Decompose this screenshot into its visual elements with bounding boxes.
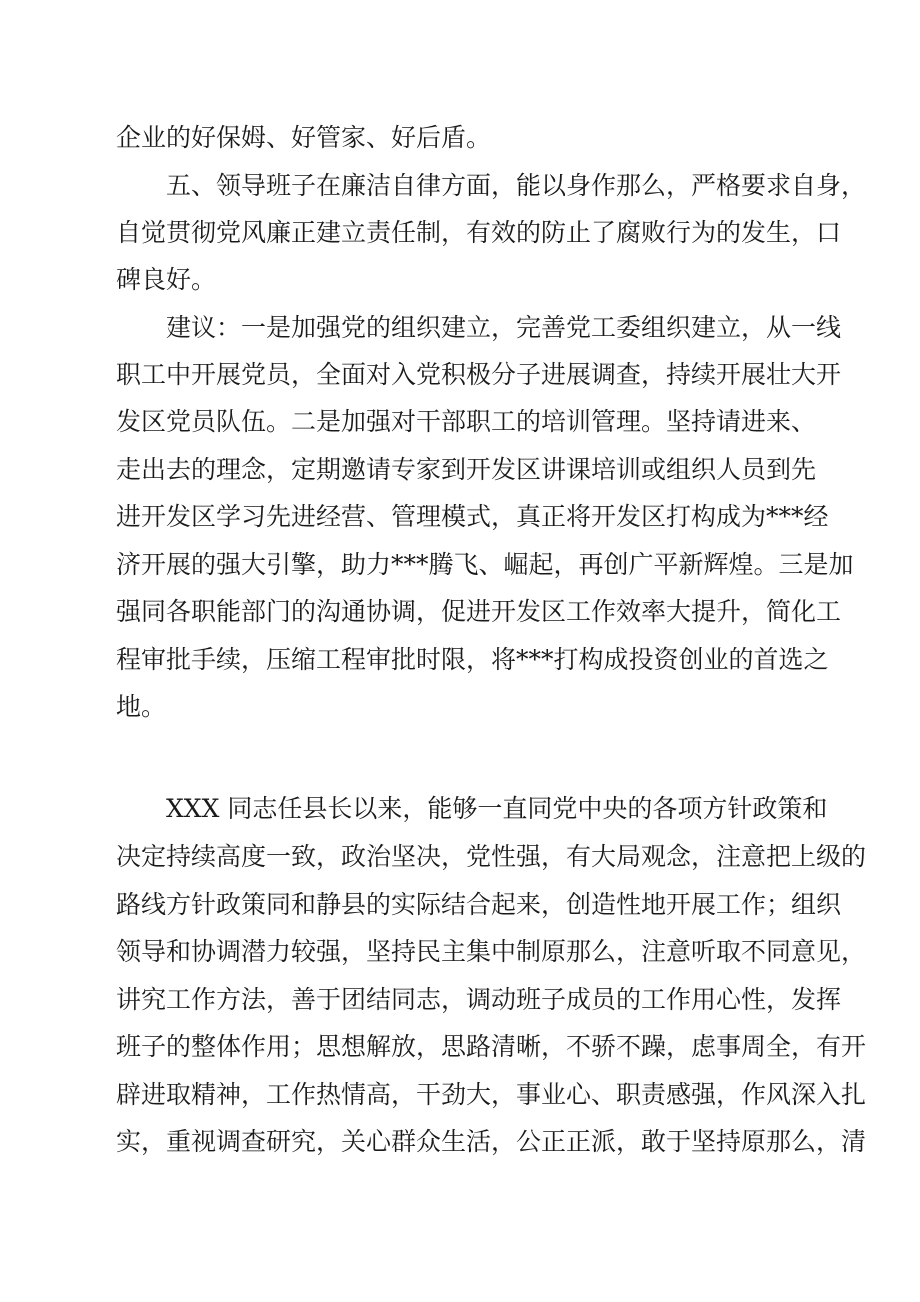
text-line: 走出去的理念，定期邀请专家到开发区讲课培训或组织人员到先 (116, 455, 817, 484)
text-line: 自觉贯彻党风廉正建立责任制，有效的防止了腐败行为的发生，口 (116, 218, 842, 247)
text-line (116, 1170, 822, 1210)
text-line: 强同各职能部门的沟通协调，促进开发区工作效率大提升，简化工 (116, 597, 842, 626)
text-line: 班子的整体作用；思想解放，思路清晰，不骄不躁，虑事周全，有开 (116, 1032, 867, 1061)
text-line: 碑良好。 (116, 265, 217, 294)
text-line: 路线方针政策同和静县的实际结合起来，创造性地开展工作；组织 (116, 890, 842, 919)
text-line: 进开发区学习先进经营、管理模式，真正将开发区打构成为***经 (116, 502, 829, 531)
text-line: 企业的好保姆、好管家、好后盾。 (116, 123, 492, 152)
text-line: 领导和协调潜力较强，坚持民主集中制原那么，注意听取不同意见， (116, 937, 867, 966)
text-line: 辟进取精神，工作热情高，干劲大，事业心、职责感强，作风深入扎 (116, 1080, 867, 1109)
text-line: 决定持续高度一致，政治坚决，党性强，有大局观念，注意把上级的 (116, 842, 867, 871)
text-line: 地。 (116, 692, 167, 721)
text-line: 职工中开展党员，全面对入党积极分子进展调查，持续开展壮大开 (116, 360, 842, 389)
text-line: 发区党员队伍。二是加强对干部职工的培训管理。坚持请进来、 (116, 407, 817, 436)
text-line: 讲究工作方法，善于团结同志，调动班子成员的工作用心性，发挥 (116, 985, 842, 1014)
suggestion-paragraph-line: 建议：一是加强党的组织建立，完善党工委组织建立，从一线 (166, 313, 842, 342)
evaluation-paragraph-line: XXX 同志任县长以来，能够一直同党中央的各项方针政策和 (166, 794, 828, 823)
text-line: 实，重视调查研究，关心群众生活，公正正派，敢于坚持原那么，清 (116, 1127, 867, 1156)
paragraph-5-line: 五、领导班子在廉洁自律方面，能以身作那么，严格要求自身， (166, 171, 867, 200)
text-line: 程审批手续，压缩工程审批时限，将***打构成投资创业的首选之 (116, 645, 829, 674)
text-line: 济开展的强大引擎，助力***腾飞、崛起，再创广平新辉煌。三是加 (116, 550, 854, 579)
